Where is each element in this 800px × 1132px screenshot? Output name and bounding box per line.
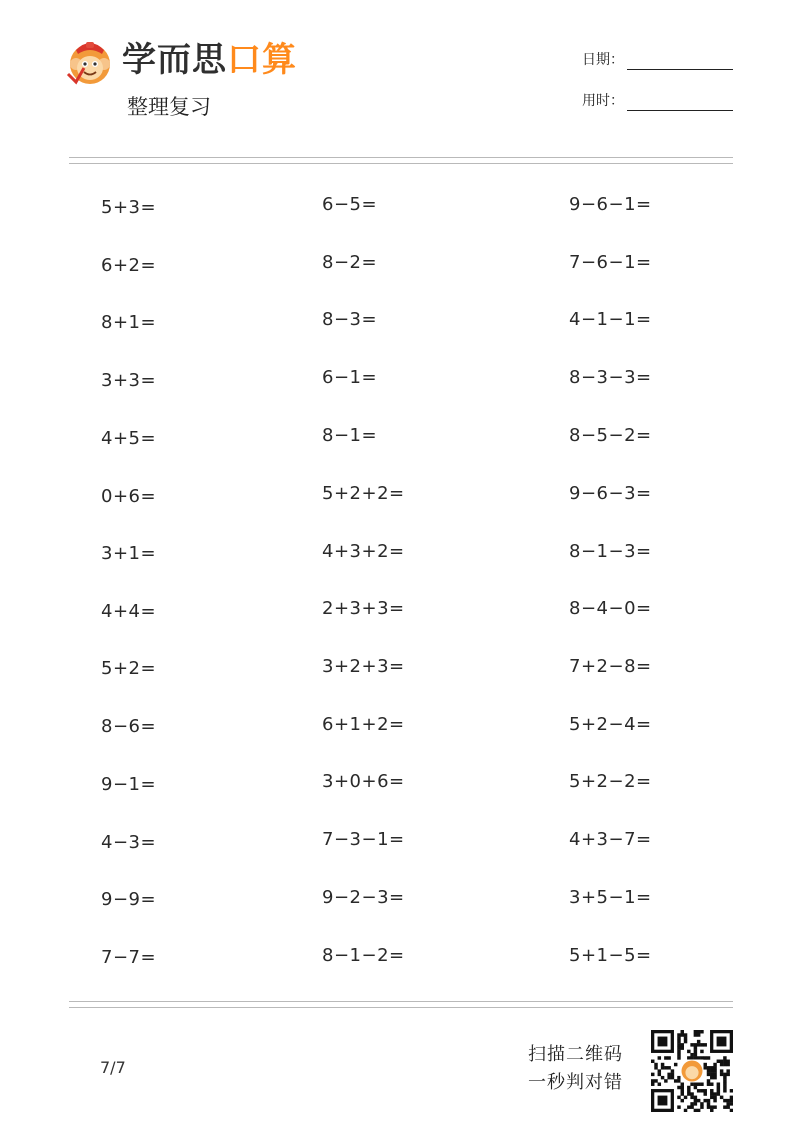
problem-c1-r13[interactable]: 9−9= <box>101 889 157 910</box>
problem-c3-r6[interactable]: 9−6−3= <box>569 483 652 504</box>
problem-c2-r3[interactable]: 8−3= <box>322 309 378 330</box>
problem-c2-r10[interactable]: 6+1+2= <box>322 714 405 735</box>
problem-c3-r11[interactable]: 5+2−2= <box>569 771 652 792</box>
brand-logo <box>122 36 297 84</box>
problem-c2-r6[interactable]: 5+2+2= <box>322 483 405 504</box>
problem-c3-r3[interactable]: 4−1−1= <box>569 309 652 330</box>
scan-line-1: 扫描二维码 <box>528 1044 623 1065</box>
problem-c1-r5[interactable]: 4+5= <box>101 428 157 449</box>
problem-c1-r4[interactable]: 3+3= <box>101 370 157 391</box>
time-field[interactable] <box>582 91 733 111</box>
problem-c2-r12[interactable]: 7−3−1= <box>322 829 405 850</box>
problem-c3-r10[interactable]: 5+2−4= <box>569 714 652 735</box>
problem-c2-r4[interactable]: 6−1= <box>322 367 378 388</box>
problem-c1-r3[interactable]: 8+1= <box>101 312 157 333</box>
footer-divider-top <box>69 1001 733 1002</box>
problem-c1-r10[interactable]: 8−6= <box>101 716 157 737</box>
footer-divider-bottom <box>69 1007 733 1008</box>
problem-c2-r7[interactable]: 4+3+2= <box>322 541 405 562</box>
problem-c1-r6[interactable]: 0+6= <box>101 486 157 507</box>
time-blank-line[interactable] <box>627 96 733 111</box>
problem-c1-r7[interactable]: 3+1= <box>101 543 157 564</box>
brand-accent-text: 口算 <box>227 40 297 80</box>
problem-c2-r2[interactable]: 8−2= <box>322 252 378 273</box>
problem-c2-r9[interactable]: 3+2+3= <box>322 656 405 677</box>
problem-c3-r1[interactable]: 9−6−1= <box>569 194 652 215</box>
problem-c2-r1[interactable]: 6−5= <box>322 194 378 215</box>
problem-c3-r2[interactable]: 7−6−1= <box>569 252 652 273</box>
date-field[interactable] <box>582 50 733 70</box>
monkey-mascot-icon <box>66 38 114 86</box>
worksheet-header <box>0 0 800 160</box>
problem-c2-r14[interactable]: 8−1−2= <box>322 945 405 966</box>
problem-c3-r9[interactable]: 7+2−8= <box>569 656 652 677</box>
problem-c1-r8[interactable]: 4+4= <box>101 601 157 622</box>
page-number: 7/7 <box>100 1058 126 1077</box>
problem-c1-r1[interactable]: 5+3= <box>101 197 157 218</box>
problem-c3-r5[interactable]: 8−5−2= <box>569 425 652 446</box>
problem-c3-r14[interactable]: 5+1−5= <box>569 945 652 966</box>
worksheet-subtitle: 整理复习 <box>127 95 211 119</box>
header-divider-bottom <box>69 163 733 164</box>
problem-c1-r12[interactable]: 4−3= <box>101 832 157 853</box>
qr-code-icon[interactable] <box>651 1030 733 1112</box>
problem-c1-r9[interactable]: 5+2= <box>101 658 157 679</box>
problem-c2-r5[interactable]: 8−1= <box>322 425 378 446</box>
problem-c1-r11[interactable]: 9−1= <box>101 774 157 795</box>
header-divider-top <box>69 157 733 158</box>
date-label: 日期： <box>582 52 624 68</box>
problem-c2-r8[interactable]: 2+3+3= <box>322 598 405 619</box>
scan-line-2: 一秒判对错 <box>528 1072 623 1093</box>
problem-c3-r12[interactable]: 4+3−7= <box>569 829 652 850</box>
time-label: 用时： <box>582 93 624 109</box>
problem-c3-r4[interactable]: 8−3−3= <box>569 367 652 388</box>
problem-c3-r8[interactable]: 8−4−0= <box>569 598 652 619</box>
scan-instructions <box>528 1041 623 1097</box>
problem-c1-r2[interactable]: 6+2= <box>101 255 157 276</box>
problem-c2-r13[interactable]: 9−2−3= <box>322 887 405 908</box>
brand-main-text: 学而思 <box>122 40 227 80</box>
problem-c2-r11[interactable]: 3+0+6= <box>322 771 405 792</box>
problem-c3-r7[interactable]: 8−1−3= <box>569 541 652 562</box>
problem-c3-r13[interactable]: 3+5−1= <box>569 887 652 908</box>
date-blank-line[interactable] <box>627 55 733 70</box>
problem-c1-r14[interactable]: 7−7= <box>101 947 157 968</box>
